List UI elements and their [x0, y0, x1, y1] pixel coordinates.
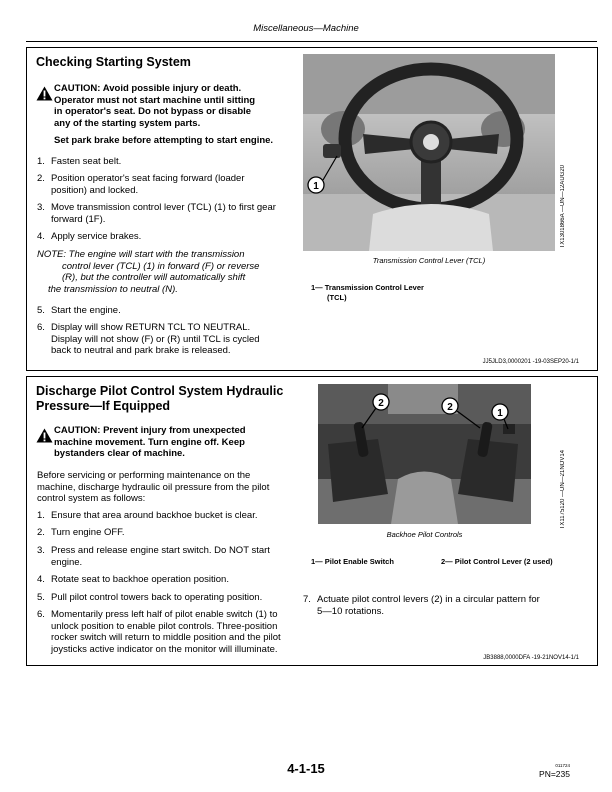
step: 3. Move transmission control lever (TCL) (1) to first gear forward (1F).: [37, 202, 276, 225]
callout-1: 1: [497, 408, 503, 419]
step: 5. Start the engine.: [37, 305, 121, 316]
reference-code: JJ5JLD3,0000201 -19-03SEP20-1/1: [482, 359, 579, 365]
section-title: Discharge Pilot Control System Hydraulic Pressure—If Equipped: [36, 384, 284, 413]
warning-icon: [36, 428, 53, 443]
intro-text: Before servicing or performing maintenance on the machine, discharge hydraulic oil pressure from the pilot control system as follows:: [37, 470, 270, 504]
callout-2: 2: [378, 398, 384, 409]
figure-legend: 1— Pilot Enable Switch: [311, 557, 394, 566]
step: 6. Momentarily press left half of pilot enable switch (1) to unlock position to enable pilot controls. Three-position rocker switch will return to middle position and the pilot joysticks active indicator on the monitor will illuminate.: [37, 609, 281, 655]
step: 6. Display will show RETURN TCL TO NEUTRAL. Display will not show (F) or (R) until TCL is cycled back to neutral and park brake is released.: [37, 322, 260, 356]
figure-id: TX1301866A —UN—12AUG20: [560, 165, 566, 249]
section-title: Checking Starting System: [36, 55, 191, 69]
step: 4. Apply service brakes.: [37, 231, 142, 242]
figure-caption: Backhoe Pilot Controls: [386, 530, 463, 539]
caution-line: Operator must not start machine until sitting: [54, 94, 256, 106]
figure-legend: 2— Pilot Control Lever (2 used): [441, 557, 553, 566]
caution-park-brake: Set park brake before attempting to start engine.: [54, 135, 274, 146]
warning-icon: [36, 86, 53, 101]
figure-caption: Transmission Control Lever (TCL): [372, 256, 486, 265]
step: 5. Pull pilot control towers back to operating position.: [37, 592, 263, 603]
step: 1. Fasten seat belt.: [37, 156, 122, 167]
header-title: Miscellaneous—Machine: [253, 23, 359, 34]
step: 4. Rotate seat to backhoe operation position.: [37, 574, 229, 585]
figure-id: TX1175120 —UN—21NOV14: [560, 450, 566, 530]
step: 2. Position operator's seat facing forward (loader position) and locked.: [37, 173, 245, 196]
step: 7. Actuate pilot control levers (2) in a circular pattern for 5—10 rotations.: [303, 594, 540, 617]
caution-line: any of the starting system parts.: [54, 117, 201, 129]
step: 2. Turn engine OFF.: [37, 527, 125, 538]
backhoe-pilot-controls-photo: [318, 384, 531, 524]
transmission-control-lever-photo: [303, 54, 555, 251]
page-number: 4-1-15: [287, 761, 325, 776]
step: 3. Press and release engine start switch. Do NOT start engine.: [37, 545, 270, 568]
callout-1: 1: [313, 181, 319, 192]
step: 1. Ensure that area around backhoe bucket is clear.: [37, 510, 258, 521]
header-rule: [26, 41, 597, 42]
caution-line: in operator's seat. Do not bypass or disable: [54, 106, 252, 117]
figure-legend: 1— Transmission Control Lever (TCL): [311, 283, 424, 302]
page-pn: PN=235: [539, 769, 570, 779]
callout-2: 2: [447, 402, 453, 413]
reference-code: JB3888,0000DFA -19-21NOV14-1/1: [483, 655, 579, 661]
note: NOTE: The engine will start with the transmission control lever (TCL) (1) in forward (F) or reverse (R), but the controller will automatically shift the transmission to neutral (N).: [37, 249, 260, 295]
caution-line: CAUTION: Avoid possible injury or death.: [54, 83, 242, 94]
caution-text: CAUTION: Prevent injury from unexpected machine movement. Turn engine off. Keep bystanders clear of machine.: [54, 425, 246, 459]
footer-code: 011724: [555, 763, 570, 768]
caution-text: [54, 83, 255, 129]
